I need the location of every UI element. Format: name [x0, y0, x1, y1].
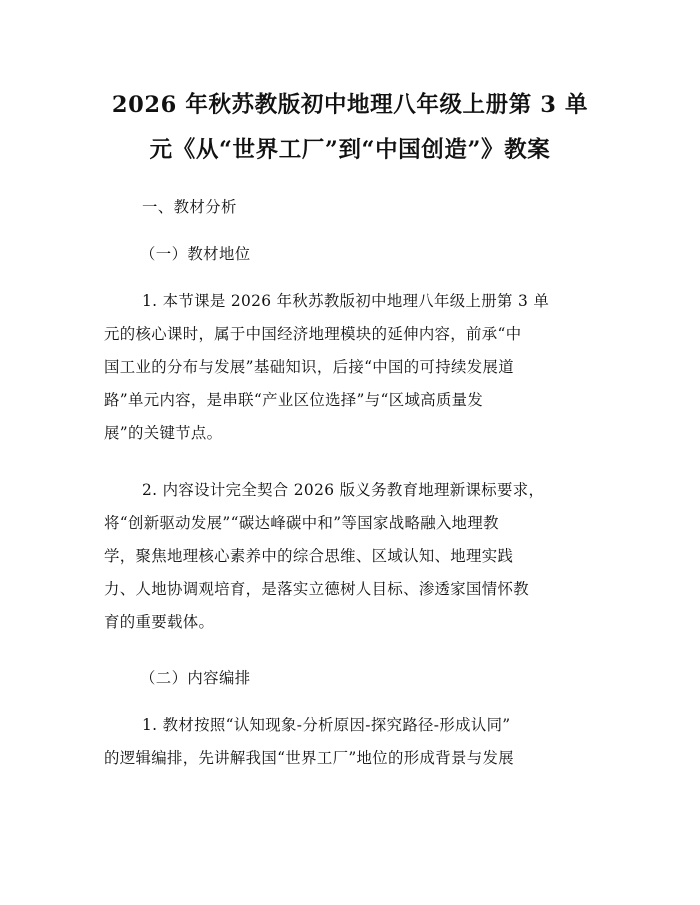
document-title-line-2: 元《从“世界工厂”到“中国创造”》教案	[149, 137, 551, 163]
paragraph-1-line-4: 路”单元内容，是串联“产业区位选择”与“区域高质量发	[104, 391, 484, 409]
paragraph-3-line-2: 的逻辑编排，先讲解我国“世界工厂”地位的形成背景与发展	[104, 749, 514, 767]
subsection-heading-textbook-position: （一）教材地位	[140, 245, 251, 263]
paragraph-2-line-5: 育的重要载体。	[104, 613, 215, 631]
paragraph-1-line-3: 国工业的分布与发展”基础知识，后接“中国的可持续发展道	[104, 358, 514, 376]
paragraph-3-line-1: 1. 教材按照“认知现象-分析原因-探究路径-形成认同”	[142, 716, 511, 734]
paragraph-1-line-5: 展”的关键节点。	[104, 424, 223, 442]
subsection-heading-content-arrangement: （二）内容编排	[140, 669, 251, 687]
paragraph-1-line-1: 1. 本节课是 2026 年秋苏教版初中地理八年级上册第 3 单	[142, 292, 550, 310]
paragraph-2-line-1: 2. 内容设计完全契合 2026 版义务教育地理新课标要求，	[142, 481, 545, 499]
paragraph-2-line-2: 将“创新驱动发展”“碳达峰碳中和”等国家战略融入地理教	[104, 514, 499, 532]
paragraph-2-line-3: 学，聚焦地理核心素养中的综合思维、区域认知、地理实践	[104, 547, 514, 565]
section-heading-textbook-analysis: 一、教材分析	[142, 198, 237, 216]
paragraph-2-line-4: 力、人地协调观培育，是落实立德树人目标、渗透家国情怀教	[104, 580, 529, 598]
document-title-line-1: 2026 年秋苏教版初中地理八年级上册第 3 单	[111, 92, 589, 118]
paragraph-1-line-2: 元的核心课时，属于中国经济地理模块的延伸内容，前承“中	[104, 325, 522, 343]
